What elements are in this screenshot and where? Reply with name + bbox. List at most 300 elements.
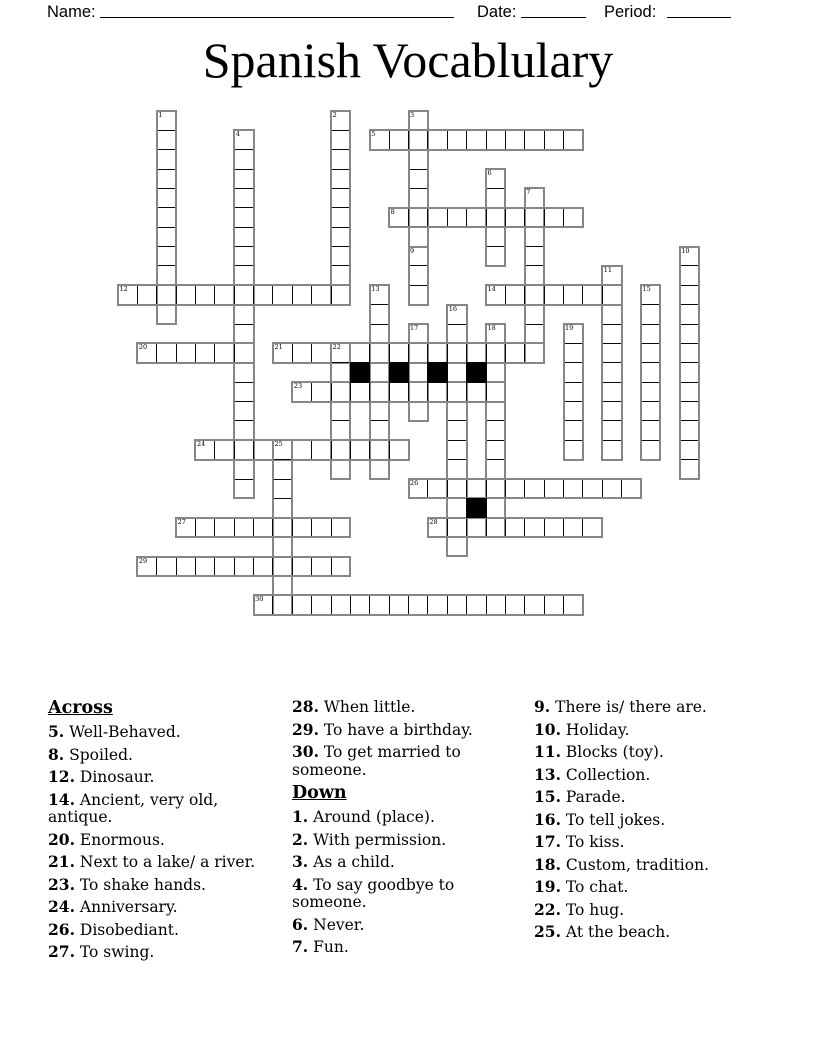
black-cell [350, 362, 370, 382]
clue-number: 2 [332, 111, 337, 119]
cell-separator [447, 131, 448, 148]
cell-separator [156, 286, 157, 303]
clue-number: 21 [274, 343, 283, 352]
clue-item [292, 721, 492, 740]
cell-separator [235, 265, 252, 266]
cell-separator [603, 440, 620, 441]
clue-item-number: 5. [48, 722, 65, 741]
cell-separator [408, 209, 409, 226]
clue-item [534, 901, 772, 920]
clue-item-number: 4. [292, 874, 309, 894]
cell-separator [332, 169, 349, 170]
cell-separator [235, 246, 252, 247]
clue-number: 19 [565, 324, 574, 333]
cell-separator [158, 227, 175, 228]
clue-item-number: 6. [292, 914, 309, 934]
cell-separator [389, 441, 390, 458]
clue-number: 25 [274, 440, 283, 449]
word-26-across[interactable] [408, 478, 642, 499]
clue-item-text: Disobediant. [79, 920, 179, 939]
cell-separator [371, 324, 388, 325]
cell-separator [487, 188, 504, 189]
cell-separator [158, 246, 175, 247]
clue-item [48, 723, 286, 742]
cell-separator [563, 519, 564, 536]
clue-item-text: There is/ there are. [555, 698, 707, 716]
cell-separator [253, 558, 254, 575]
cell-separator [642, 324, 659, 325]
cell-separator [505, 344, 506, 361]
cell-separator [274, 479, 291, 480]
word-10-down[interactable] [679, 246, 700, 480]
cell-separator [602, 286, 603, 303]
clue-item [48, 768, 286, 787]
cell-separator [235, 420, 252, 421]
cell-separator [176, 286, 177, 303]
cell-separator [486, 131, 487, 148]
cell-separator [486, 344, 487, 361]
black-cell [389, 362, 409, 382]
cell-separator [427, 383, 428, 400]
cell-separator [235, 324, 252, 325]
cell-separator [253, 286, 254, 303]
clue-item-number: 19. [534, 877, 561, 896]
clue-item-number: 24. [48, 897, 75, 916]
cell-separator [371, 420, 388, 421]
word-29-across[interactable] [136, 556, 351, 577]
cell-separator [505, 131, 506, 148]
cell-separator [235, 169, 252, 170]
cell-separator [137, 286, 138, 303]
cell-separator [214, 286, 215, 303]
cell-separator [603, 343, 620, 344]
clue-item-number: 22. [534, 899, 561, 919]
cell-separator [369, 596, 370, 613]
cell-separator [311, 383, 312, 400]
clue-item-number: 1. [292, 807, 309, 826]
clue-item [534, 856, 772, 875]
cell-separator [331, 441, 332, 458]
cell-separator [448, 420, 465, 421]
cell-separator [505, 286, 506, 303]
cell-separator [332, 188, 349, 189]
cell-separator [681, 420, 698, 421]
cell-separator [332, 130, 349, 131]
clue-item [534, 743, 772, 762]
clue-item-text: Spoiled. [69, 745, 133, 764]
cell-separator [565, 401, 582, 402]
clue-item [534, 766, 772, 785]
word-27-across[interactable] [175, 517, 351, 538]
cell-separator [603, 382, 620, 383]
clue-list-heading-across: Across [48, 698, 113, 718]
cell-separator [292, 558, 293, 575]
word-9-down[interactable] [408, 246, 429, 306]
cell-separator [524, 480, 525, 497]
cell-separator [544, 209, 545, 226]
clue-item-text: Well-Behaved. [69, 723, 181, 741]
cell-separator [544, 286, 545, 303]
cell-separator [332, 149, 349, 150]
cell-separator [408, 383, 409, 400]
word-30-across[interactable] [253, 594, 584, 615]
word-12-across[interactable] [117, 284, 351, 305]
clue-column-across [48, 698, 286, 966]
cell-separator [331, 286, 332, 303]
clue-item-text: To tell jokes. [565, 810, 666, 829]
clue-number: 7 [526, 188, 531, 197]
cell-separator [486, 480, 487, 497]
clue-item-number: 21. [48, 852, 75, 871]
clue-item [292, 698, 492, 717]
cell-separator [563, 209, 564, 226]
word-19-down[interactable] [563, 323, 584, 461]
cell-separator [526, 265, 543, 266]
cell-separator [332, 265, 349, 266]
cell-separator [158, 130, 175, 131]
worksheet-title: Spanish Vocablulary [202, 32, 614, 88]
cell-separator [526, 324, 543, 325]
cell-separator [621, 480, 622, 497]
clue-item [48, 791, 286, 827]
clue-item-number: 27. [48, 942, 75, 961]
clue-item-number: 20. [48, 829, 75, 849]
clue-number: 30 [255, 595, 264, 604]
clue-item-number: 28. [292, 697, 319, 716]
cell-separator [642, 382, 659, 383]
cell-separator [408, 131, 409, 148]
cell-separator [158, 265, 175, 266]
cell-separator [214, 344, 215, 361]
cell-separator [603, 420, 620, 421]
clue-number: 10 [681, 246, 690, 255]
clue-item [48, 921, 286, 940]
clue-number: 26 [410, 479, 419, 488]
clue-item-text: Next to a lake/ a river. [79, 853, 256, 871]
clue-item-text: As a child. [313, 853, 395, 871]
clue-number: 28 [429, 517, 438, 526]
word-20-across[interactable] [136, 342, 254, 363]
clue-number: 4 [235, 130, 240, 139]
clue-item-text: When little. [323, 698, 416, 716]
word-23-across[interactable] [291, 381, 506, 402]
clue-item [292, 743, 492, 779]
cell-separator [505, 209, 506, 226]
cell-separator [234, 441, 235, 458]
cell-separator [272, 596, 273, 613]
clue-list-heading-down: Down [292, 783, 347, 803]
clue-item-number: 17. [534, 832, 561, 851]
clue-item-number: 7. [292, 937, 309, 956]
cell-separator [505, 519, 506, 536]
cell-separator [427, 344, 428, 361]
cell-separator [331, 519, 332, 536]
cell-separator [195, 519, 196, 536]
clue-item [534, 721, 772, 740]
clue-item-text: To chat. [565, 878, 629, 896]
clue-number: 22 [332, 343, 341, 352]
clue-item-number: 18. [534, 854, 561, 874]
cell-separator [544, 131, 545, 148]
word-21-across[interactable] [272, 342, 545, 363]
clue-item-text: Custom, tradition. [565, 855, 710, 874]
cell-separator [156, 344, 157, 361]
cell-separator [486, 209, 487, 226]
cell-separator [466, 209, 467, 226]
cell-separator [369, 383, 370, 400]
black-cell [427, 362, 447, 382]
clue-item-text: Anniversary. [79, 898, 178, 916]
clue-item [292, 938, 492, 957]
cell-separator [410, 188, 427, 189]
cell-separator [235, 207, 252, 208]
clue-number: 27 [177, 517, 186, 526]
cell-separator [292, 286, 293, 303]
cell-separator [292, 596, 293, 613]
cell-separator [563, 286, 564, 303]
cell-separator [235, 149, 252, 150]
cell-separator [158, 149, 175, 150]
cell-separator [448, 324, 465, 325]
cell-separator [603, 362, 620, 363]
word-2-down[interactable] [330, 110, 351, 306]
clue-item-number: 11. [534, 742, 561, 761]
cell-separator [565, 440, 582, 441]
cell-separator [447, 519, 448, 536]
clue-item [534, 923, 772, 942]
clue-item-text: To say goodbye to someone. [292, 875, 455, 911]
clue-item-number: 14. [48, 789, 75, 809]
cell-separator [332, 420, 349, 421]
cell-separator [505, 596, 506, 613]
cell-separator [331, 596, 332, 613]
cell-separator [410, 285, 427, 286]
cell-separator [447, 480, 448, 497]
clue-item-number: 9. [534, 697, 551, 716]
cell-separator [681, 440, 698, 441]
cell-separator [642, 440, 659, 441]
cell-separator [681, 459, 698, 460]
cell-separator [582, 286, 583, 303]
clue-item [292, 808, 492, 827]
clue-item [534, 788, 772, 807]
cell-separator [681, 324, 698, 325]
word-14-across[interactable] [485, 284, 623, 305]
cell-separator [389, 596, 390, 613]
clue-item [292, 831, 492, 850]
clue-number: 15 [642, 285, 651, 294]
cell-separator [234, 558, 235, 575]
clue-item [48, 898, 286, 917]
clue-item [534, 878, 772, 897]
cell-separator [332, 362, 349, 363]
cell-separator [642, 401, 659, 402]
cell-separator [427, 596, 428, 613]
clue-number: 18 [487, 324, 496, 333]
clue-item-number: 23. [48, 874, 75, 894]
cell-separator [272, 519, 273, 536]
cell-separator [389, 344, 390, 361]
clue-number: 29 [138, 556, 148, 565]
cell-separator [466, 383, 467, 400]
cell-separator [447, 209, 448, 226]
cell-separator [486, 519, 487, 536]
cell-separator [272, 558, 273, 575]
cell-separator [214, 519, 215, 536]
cell-separator [311, 596, 312, 613]
cell-separator [466, 596, 467, 613]
word-28-across[interactable] [427, 517, 603, 538]
clue-item-number: 8. [48, 744, 65, 764]
cell-separator [563, 596, 564, 613]
clue-item-number: 30. [292, 742, 319, 761]
clue-item-number: 12. [48, 767, 75, 786]
clue-item [292, 916, 492, 935]
cell-separator [642, 420, 659, 421]
cell-separator [487, 420, 504, 421]
clue-item-number: 16. [534, 809, 561, 829]
cell-separator [544, 480, 545, 497]
cell-separator [563, 480, 564, 497]
cell-separator [466, 519, 467, 536]
cell-separator [389, 131, 390, 148]
clue-number: 16 [448, 304, 458, 313]
cell-separator [602, 480, 603, 497]
cell-separator [524, 344, 525, 361]
clue-item-text: Blocks (toy). [565, 743, 664, 761]
cell-separator [195, 344, 196, 361]
clue-item-text: To have a birthday. [323, 720, 473, 739]
cell-separator [408, 596, 409, 613]
cell-separator [524, 519, 525, 536]
cell-separator [681, 304, 698, 305]
clue-column-middle [292, 698, 492, 961]
clue-item-text: To shake hands. [79, 875, 206, 894]
clue-item [48, 943, 286, 962]
cell-separator [524, 596, 525, 613]
cell-separator [235, 479, 252, 480]
cell-separator [272, 286, 273, 303]
word-15-down[interactable] [640, 284, 661, 460]
cell-separator [642, 304, 659, 305]
cell-separator [332, 207, 349, 208]
clue-number: 1 [158, 111, 163, 119]
clue-item-number: 26. [48, 919, 75, 939]
cell-separator [447, 344, 448, 361]
cell-separator [234, 344, 235, 361]
cell-separator [369, 441, 370, 458]
cell-separator [331, 383, 332, 400]
word-5-across[interactable] [369, 129, 584, 150]
cell-separator [235, 227, 252, 228]
cell-separator [369, 344, 370, 361]
clue-item [292, 853, 492, 872]
cell-separator [487, 459, 504, 460]
clue-number: 24 [196, 440, 206, 449]
cell-separator [448, 440, 465, 441]
cell-separator [448, 459, 465, 460]
cell-separator [234, 286, 235, 303]
cell-separator [158, 188, 175, 189]
clue-item-text: To kiss. [565, 833, 625, 851]
cell-separator [311, 344, 312, 361]
cell-separator [389, 383, 390, 400]
cell-separator [565, 382, 582, 383]
cell-separator [524, 209, 525, 226]
cell-separator [603, 324, 620, 325]
period-label: Period: [604, 3, 657, 21]
cell-separator [466, 480, 467, 497]
clue-item [534, 811, 772, 830]
cell-separator [565, 343, 582, 344]
black-cell [466, 362, 486, 382]
cell-separator [487, 246, 504, 247]
clue-number: 12 [119, 285, 128, 294]
cell-separator [544, 519, 545, 536]
word-24-across[interactable] [194, 439, 409, 460]
cell-separator [427, 480, 428, 497]
cell-separator [195, 286, 196, 303]
clue-number: 9 [410, 246, 415, 255]
word-8-across[interactable] [388, 207, 584, 228]
clue-item-text: With permission. [313, 830, 447, 849]
clue-number: 6 [487, 169, 492, 178]
clue-item [48, 876, 286, 895]
clue-number: 13 [371, 285, 380, 294]
cell-separator [350, 441, 351, 458]
clue-item-text: At the beach. [565, 923, 671, 941]
clue-item [534, 698, 772, 717]
clue-item-text: Collection. [565, 765, 651, 784]
cell-separator [235, 401, 252, 402]
cell-separator [158, 207, 175, 208]
clue-item-text: Ancient, very old, antique. [48, 790, 219, 826]
cell-separator [681, 362, 698, 363]
black-cell [466, 498, 486, 518]
cell-separator [544, 596, 545, 613]
cell-separator [563, 131, 564, 148]
clue-item-text: To get married to someone. [292, 743, 461, 779]
cell-separator [642, 343, 659, 344]
cell-separator [350, 383, 351, 400]
clue-item-text: To swing. [79, 943, 155, 961]
cell-separator [292, 519, 293, 536]
cell-separator [311, 286, 312, 303]
cell-separator [447, 383, 448, 400]
clue-item [48, 746, 286, 765]
cell-separator [524, 131, 525, 148]
cell-separator [176, 558, 177, 575]
cell-separator [427, 131, 428, 148]
word-17-down[interactable] [408, 323, 429, 422]
clue-item-text: To hug. [565, 900, 625, 919]
cell-separator [487, 440, 504, 441]
cell-separator [214, 441, 215, 458]
cell-separator [350, 596, 351, 613]
cell-separator [486, 383, 487, 400]
clue-item-text: Never. [313, 915, 365, 934]
cell-separator [235, 188, 252, 189]
date-label: Date: [477, 3, 517, 21]
cell-separator [274, 498, 291, 499]
clue-item-number: 13. [534, 764, 561, 784]
clue-number: 5 [371, 130, 376, 139]
cell-separator [565, 420, 582, 421]
cell-separator [681, 285, 698, 286]
cell-separator [410, 169, 427, 170]
name-label: Name: [47, 3, 96, 21]
cell-separator [274, 459, 291, 460]
